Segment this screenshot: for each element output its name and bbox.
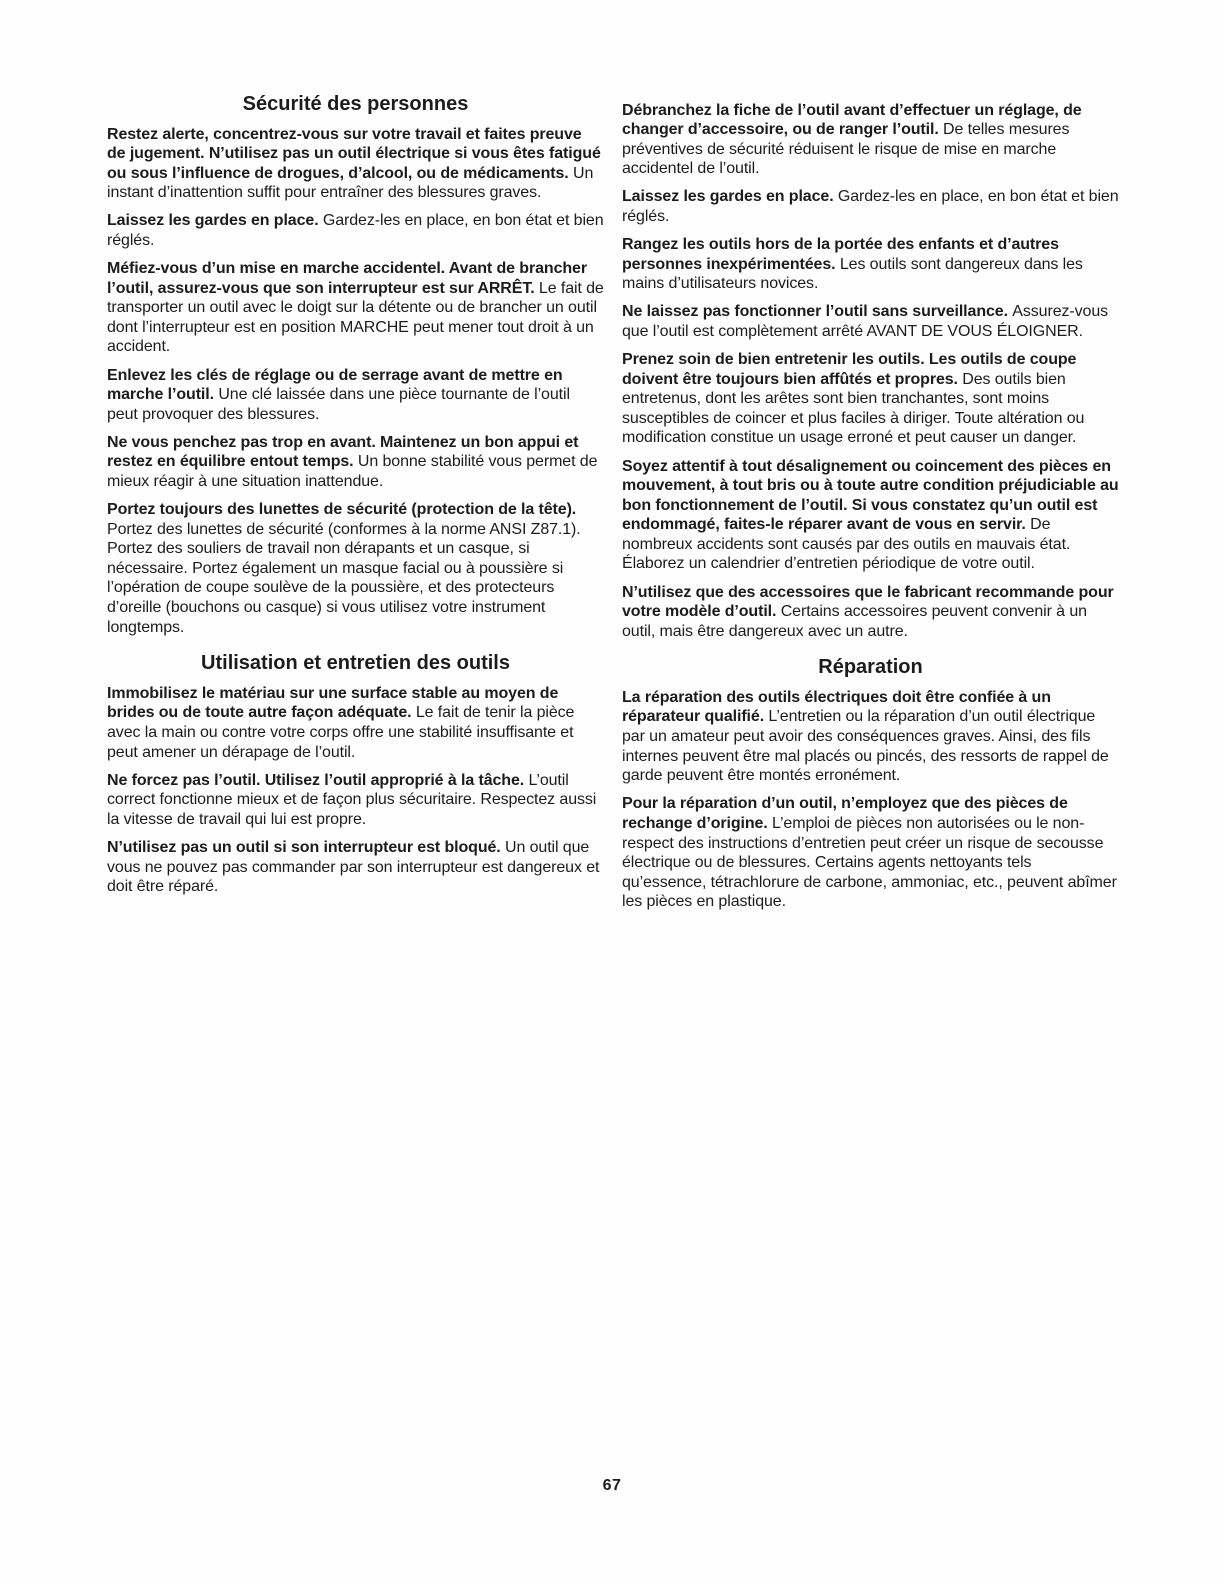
section-heading: Réparation [818, 656, 923, 679]
paragraph-lead-bold: Ne forcez pas l’outil. Utilisez l’outil approprié à la tâche. [107, 771, 529, 789]
paragraph-body-text: Gardez-les en place, en bon état et bien réglés. [622, 188, 1119, 225]
paragraph-body-text: Portez des lunettes de sécurité (conformes à la norme ANSI Z87.1). Portez des souliers de travail non dérapants et un casque, si nécessaire. Portez également un masque facial ou à poussière si l’opération de coupe soulève de la poussière, et des protecteurs d’oreille (bouchons ou casque) si vous utilisez votre instrument longtemps. [107, 520, 581, 636]
paragraph-lead-bold: Rangez les outils hors de la portée des enfants et d’autres personnes inexpérimentées. [622, 236, 1059, 273]
paragraph-lead-bold: Ne laissez pas fonctionner l’outil sans surveillance. [622, 303, 1013, 321]
paragraph [107, 500, 604, 637]
paragraph-body-text: Le fait de tenir la pièce avec la main ou contre votre corps offre une stabilité insuffisante et peut amener un dérapage de l’outil. [107, 704, 575, 761]
paragraph-lead-bold: Immobilisez le matériau sur une surface stable au moyen de brides ou de toute autre façon adéquate. [107, 684, 559, 722]
paragraph [622, 235, 1119, 294]
paragraph [622, 688, 1119, 786]
paragraph [107, 125, 604, 203]
paragraph-lead-bold: Restez alerte, concentrez-vous sur votre travail et faites preuve de jugement. N’utilisez pas un outil électrique si vous êtes fatigué ou sous l’influence de drogues, d’alcool, ou de médicaments. [107, 125, 601, 182]
paragraph-lead-bold: Ne vous penchez pas trop en avant. Maintenez un bon appui et restez en équilibre entout temps. [107, 433, 579, 471]
paragraph-lead-bold: N’utilisez que des accessoires que le fabricant recommande pour votre modèle d’outil. [622, 583, 1114, 621]
paragraph-body-text: L’entretien ou la réparation d’un outil électrique par un amateur peut avoir des conséquences graves. Ainsi, des fils internes peuvent être mal placés ou pincés, des ressorts de rappel de garde peuvent être montés erronément. [622, 708, 1109, 785]
paragraph-body-text: Assurez-vous que l’outil est complètement arrêté AVANT DE VOUS ÉLOIGNER. [622, 303, 1109, 340]
paragraph-lead-bold: N’utilisez pas un outil si son interrupteur est bloqué. [107, 838, 505, 856]
section-heading: Utilisation et entretien des outils [201, 652, 510, 675]
paragraph-body-text: L’outil correct fonctionne mieux et de façon plus sécuritaire. Respectez aussi la vitesse de travail qui lui est propre. [107, 771, 597, 828]
paragraph [107, 366, 604, 425]
text-column-right [622, 92, 1119, 912]
paragraph-body-text: Les outils sont dangereux dans les mains d’utilisateurs novices. [622, 255, 1083, 293]
page-footer [0, 1477, 1224, 1495]
paragraph [107, 684, 604, 762]
paragraph [107, 771, 604, 830]
paragraph-body-text: Un outil que vous ne pouvez pas commander par son interrupteur est dangereux et doit être réparé. [107, 838, 600, 896]
paragraph-lead-bold: Enlevez les clés de réglage ou de serrage avant de mettre en marche l’outil. [107, 366, 563, 404]
paragraph-lead-bold: Soyez attentif à tout désalignement ou coincement des pièces en mouvement, à tout bris ou à toute autre condition préjudiciable au bon fonctionnement de l’outil. Si vous constatez qu’un outil est endommagé, faites-le réparer avant de vous en servir. [622, 457, 1119, 534]
paragraph [622, 101, 1119, 179]
paragraph [107, 259, 604, 357]
paragraph-body-text: Gardez-les en place, en bon état et bien réglés. [107, 212, 604, 249]
paragraph-body-text: Une clé laissée dans une pièce tournante de l’outil peut provoquer des blessures. [107, 386, 570, 423]
text-column-left [107, 92, 604, 912]
paragraph [622, 457, 1119, 575]
paragraph [622, 302, 1119, 341]
paragraph-body-text: Un bonne stabilité vous permet de mieux réagir à une situation inattendue. [107, 453, 598, 490]
paragraph [107, 838, 604, 897]
paragraph-lead-bold: Portez toujours des lunettes de sécurité (protection de la tête). [107, 501, 577, 519]
paragraph-body-text: Le fait de transporter un outil avec le doigt sur la détente ou de brancher un outil dont l’interrupteur est en position MARCHE peut mener tout droit à un accident. [107, 279, 604, 356]
section-heading: Sécurité des personnes [242, 93, 469, 115]
paragraph-lead-bold: Prenez soin de bien entretenir les outils. Les outils de coupe doivent être toujours bien affûtés et propres. [622, 351, 1077, 388]
paragraph-lead-bold: Méfiez-vous d’un mise en marche accidentel. Avant de brancher l’outil, assurez-vous que son interrupteur est sur ARRÊT. [107, 260, 587, 297]
paragraph-body-text: Un instant d’inattention suffit pour entraîner des blessures graves. [107, 164, 594, 202]
paragraph [622, 187, 1119, 226]
paragraph [107, 211, 604, 250]
paragraph-body-text: De telles mesures préventives de sécurité réduisent le risque de mise en marche accidentel de l’outil. [622, 121, 1070, 178]
paragraph-lead-bold: La réparation des outils électriques doit être confiée à un réparateur qualifié. [622, 688, 1051, 726]
page-content [107, 92, 1120, 912]
page-number: 67 [602, 1477, 622, 1494]
paragraph [622, 583, 1119, 642]
paragraph [622, 794, 1119, 912]
paragraph-lead-bold: Laissez les gardes en place. [107, 212, 323, 230]
paragraph-lead-bold: Laissez les gardes en place. [622, 188, 838, 206]
paragraph-lead-bold: Débranchez la fiche de l’outil avant d’effectuer un réglage, de changer d’accessoire, ou de ranger l’outil. [622, 101, 1082, 139]
paragraph-body-text: L’emploi de pièces non autorisées ou le non-respect des instructions d’entretien peut créer un risque de secousse électrique ou de blessures. Certains agents nettoyants tels qu’essence, tétrachlorure de carbone, ammoniac, etc., peuvent abîmer les pièces en plastique. [622, 814, 1117, 911]
paragraph [622, 350, 1119, 448]
paragraph-body-text: De nombreux accidents sont causés par des outils en mauvais état. Élaborez un calendrier d’entretien périodique de votre outil. [622, 516, 1071, 573]
paragraph [107, 433, 604, 492]
paragraph-lead-bold: Pour la réparation d’un outil, n’employez que des pièces de rechange d’origine. [622, 795, 1068, 832]
paragraph-body-text: Certains accessoires peuvent convenir à un outil, mais être dangereux avec un autre. [622, 603, 1087, 640]
paragraph-body-text: Des outils bien entretenus, dont les arêtes sont bien tranchantes, sont moins susceptibles de coincer et plus faciles à diriger. Toute altération ou modification constitue un usage erroné et peut causer un danger. [622, 370, 1085, 447]
